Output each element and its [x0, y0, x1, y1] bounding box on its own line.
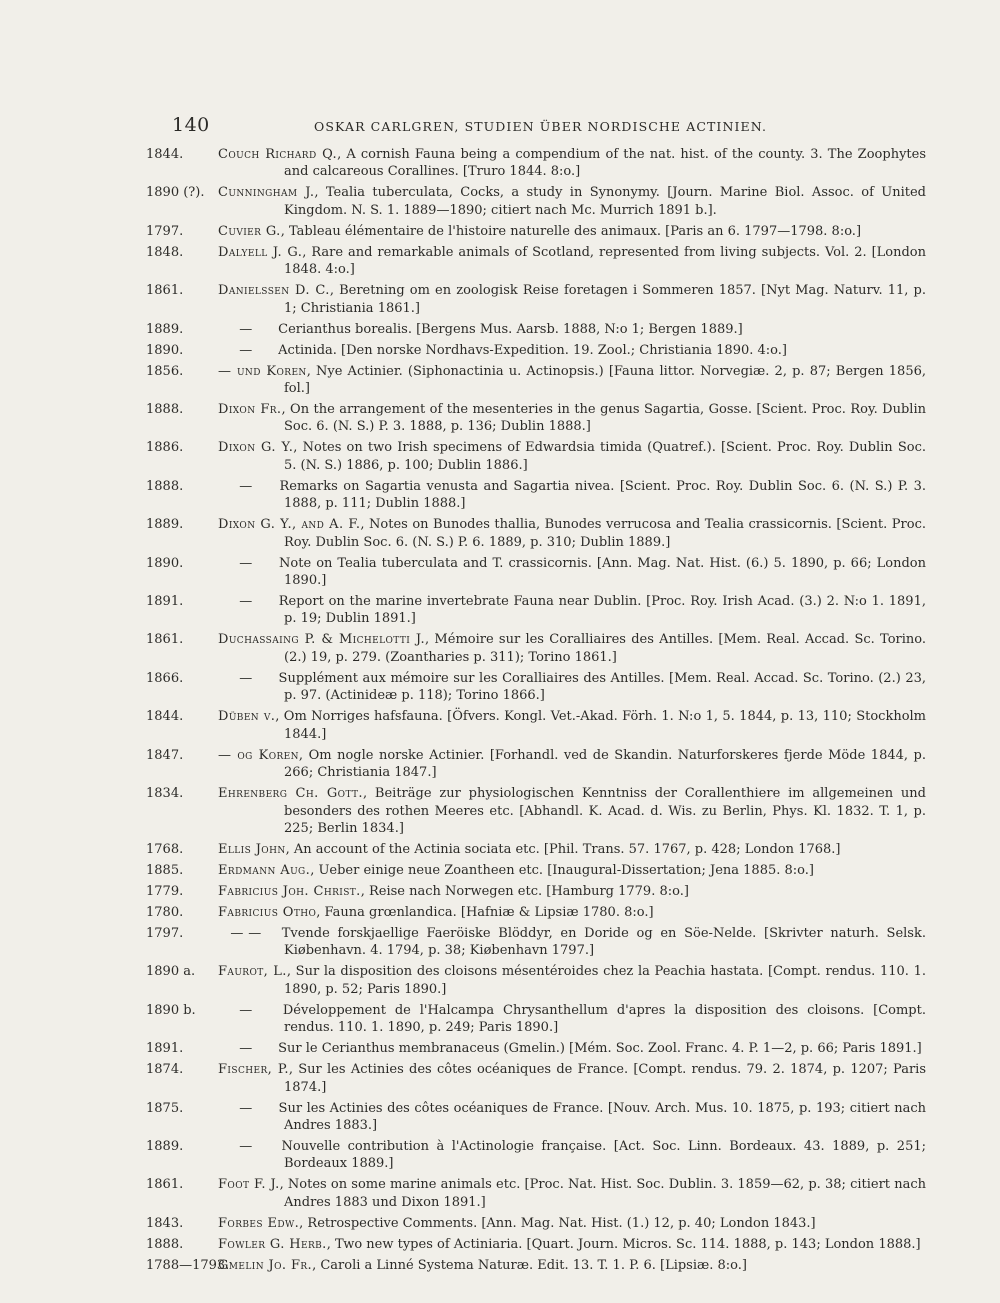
- entry-author: —: [239, 594, 253, 610]
- entry-author: Dalyell J. G.: [218, 244, 303, 260]
- entry-text: , Beretning om en zoologisk Reise foretagen i Sommeren 1857. [Nyt Mag. Naturv. 11, p. 1; Christiania 1861.]: [284, 283, 927, 316]
- entry-year: 1768.: [146, 841, 184, 857]
- bibliography-entry: [146, 1176, 926, 1211]
- entry-year: 1890 b.: [146, 1002, 196, 1018]
- entry-body: [218, 708, 926, 743]
- entry-text: , On the arrangement of the mesenteries in the genus Sagartia, Gosse. [Scient. Proc. Roy. Dublin Soc. 6. (N. S.) P. 3. 1888, p. 136; Dublin 1888.]: [281, 402, 926, 435]
- entry-year: 1874.: [146, 1062, 184, 1078]
- entry-author: Foot F. J.: [218, 1177, 280, 1193]
- entry-text: , Tableau élémentaire de l'histoire naturelle des animaux. [Paris an 6. 1797—1798. 8:o.]: [280, 223, 862, 239]
- entry-text: Remarks on Sagartia venusta and Sagartia nivea. [Scient. Proc. Roy. Dublin Soc. 6. (N. S.) P. 3. 1888, p. 111; Dublin 1888.]: [274, 478, 926, 512]
- bibliography-entry: [146, 282, 926, 317]
- entry-year: 1888.: [146, 402, 184, 418]
- entry-author: —: [239, 1138, 253, 1154]
- entry-author: — og Koren: [218, 747, 299, 763]
- page-number: 140: [172, 114, 210, 136]
- entry-year: 1861.: [146, 632, 184, 648]
- bibliography-entry: [146, 516, 926, 551]
- entry-body: [218, 883, 926, 900]
- entry-text: , A cornish Fauna being a compendium of the nat. hist. of the county. 3. The Zoophytes and calcareous Corallines. [Truro 1844. 8:o.]: [284, 147, 926, 180]
- entry-text: , Notes on two Irish specimens of Edwardsia timida (Quatref.). [Scient. Proc. Roy. Dublin Soc. 5. (N. S.) 1886, p. 100; Dublin 1886.]: [284, 440, 926, 473]
- entry-year: 1875.: [146, 1100, 184, 1116]
- entry-year: 1844.: [146, 709, 184, 725]
- entry-body: [218, 1236, 926, 1253]
- bibliography-entry: [146, 1040, 926, 1057]
- entry-author: Fabricius Joh. Christ.: [218, 883, 361, 899]
- bibliography-entry: [146, 785, 926, 837]
- entry-text: , Fauna grœnlandica. [Hafniæ & Lipsiæ 1780. 8:o.]: [316, 904, 654, 920]
- bibliography-entry: [146, 184, 926, 219]
- bibliography-entry: [146, 631, 926, 666]
- bibliography-entry: [146, 478, 926, 513]
- entry-body: [218, 963, 926, 998]
- entry-year: 1847.: [146, 747, 184, 763]
- entry-text: Report on the marine invertebrate Fauna near Dublin. [Proc. Roy. Irish Acad. (3.) 2. N:o 1. 1891, p. 19; Dublin 1891.]: [274, 594, 926, 627]
- bibliography-entry: [146, 439, 926, 474]
- entry-author: Couch Richard Q.: [218, 147, 338, 162]
- entry-author: — und Koren: [218, 363, 307, 379]
- entry-author: Düben v.: [218, 709, 276, 725]
- entry-text: Tvende forskjaellige Faeröiske Blöddyr, en Doride og en Söe-Nelde. [Skrivter naturh. Selsk. Kiøbenhavn. 4. 1794, p. 38; Kiøbenhavn 1797.]: [274, 925, 926, 959]
- entry-text: , Rare and remarkable animals of Scotland, represented from living subjects. Vol. 2. [London 1848. 4:o.]: [284, 244, 926, 278]
- bibliography-entry: [146, 1215, 926, 1232]
- entry-text: , Beiträge zur physiologischen Kenntniss der Corallenthiere im allgemeinen und besonders des rothen Meeres etc. [Abhandl. K. Acad. d. Wis. zu Berlin, Phys. Kl. 1832. T. 1, p. 225; Berlin 1834.]: [284, 786, 926, 836]
- entry-author: Faurot, L.: [218, 964, 287, 980]
- entry-author: —: [239, 1100, 253, 1116]
- entry-body: [218, 1215, 926, 1232]
- bibliography-entry: [146, 593, 926, 628]
- bibliography-entry: [146, 1002, 926, 1037]
- entry-year: 1843.: [146, 1215, 184, 1231]
- entry-year: 1780.: [146, 904, 184, 920]
- entry-text: Sur le Cerianthus membranaceus (Gmelin.) [Mém. Soc. Zool. Franc. 4. P. 1—2, p. 66; Paris 1891.]: [274, 1041, 922, 1057]
- entry-text: , Om nogle norske Actinier. [Forhandl. ved de Skandin. Naturforskeres fjerde Möde 1844, p. 266; Christiania 1847.]: [284, 747, 926, 781]
- entry-year: 1861.: [146, 283, 184, 299]
- entry-body: [218, 184, 926, 219]
- entry-author: Cuvier G.: [218, 223, 281, 239]
- entry-author: Fabricius Otho: [218, 904, 317, 920]
- entry-author: Danielssen D. C.: [218, 283, 330, 299]
- entry-author: Fischer, P.: [218, 1062, 289, 1078]
- entry-text: , Tealia tuberculata, Cocks, a study in Synonymy. [Journ. Marine Biol. Assoc. of United Kingdom. N. S. 1. 1889—1890; citiert nach Mc. Murrich 1891 b.].: [284, 185, 926, 218]
- entry-body: [218, 478, 926, 513]
- bibliography-entry: [146, 904, 926, 921]
- entry-text: , Notes on some marine animals etc. [Proc. Nat. Hist. Soc. Dublin. 3. 1859—62, p. 38; citiert nach Andres 1883 und Dixon 1891.]: [279, 1177, 926, 1210]
- bibliography-entry: [146, 146, 926, 181]
- entry-year: 1797.: [146, 223, 184, 239]
- entry-body: [218, 1061, 926, 1096]
- entry-year: 1848.: [146, 244, 184, 260]
- entry-author: Dixon Fr.: [218, 402, 282, 418]
- entry-text: Actinida. [Den norske Nordhavs-Expedition. 19. Zool.; Christiania 1890. 4:o.]: [274, 342, 787, 358]
- entry-text: , Nye Actinier. (Siphonactinia u. Actinopsis.) [Fauna littor. Norvegiæ. 2, p. 87; Bergen 1856, fol.]: [284, 363, 927, 397]
- entry-body: [218, 1257, 926, 1274]
- running-title: OSKAR CARLGREN, STUDIEN ÜBER NORDISCHE ACTINIEN.: [314, 119, 768, 134]
- entry-year: 1861.: [146, 1177, 184, 1193]
- entry-body: [218, 841, 926, 858]
- bibliography-entry: [146, 747, 926, 782]
- entry-text: , Ueber einige neue Zoantheen etc. [Inaugural-Dissertation; Jena 1885. 8:o.]: [310, 862, 814, 878]
- entry-body: [218, 146, 926, 181]
- entry-text: , Caroli a Linné Systema Naturæ. Edit. 13. T. 1. P. 6. [Lipsiæ. 8:o.]: [312, 1257, 747, 1273]
- bibliography-entry: [146, 925, 926, 960]
- entry-year: 1890.: [146, 342, 184, 358]
- entry-body: [218, 904, 926, 921]
- bibliography-entry: [146, 841, 926, 858]
- entry-year: 1891.: [146, 1041, 184, 1057]
- entry-author: —: [239, 670, 253, 686]
- entry-body: [218, 223, 926, 240]
- entry-text: , Sur les Actinies des côtes océaniques de France. [Compt. rendus. 79. 2. 1874, p. 1207; Paris 1874.]: [284, 1062, 927, 1095]
- entry-text: Sur les Actinies des côtes océaniques de France. [Nouv. Arch. Mus. 10. 1875, p. 193; citiert nach Andres 1883.]: [274, 1100, 926, 1133]
- bibliography-entry: [146, 555, 926, 590]
- entry-year: 1890.: [146, 555, 184, 571]
- entry-body: [218, 631, 926, 666]
- bibliography-entry: [146, 1257, 926, 1274]
- entry-body: [218, 747, 926, 782]
- bibliography-entry: [146, 342, 926, 359]
- entry-year: 1886.: [146, 440, 184, 456]
- entry-author: Erdmann Aug.: [218, 862, 311, 878]
- entry-year: 1788—1793.: [146, 1257, 230, 1273]
- entry-text: , Retrospective Comments. [Ann. Mag. Nat. Hist. (1.) 12, p. 40; London 1843.]: [299, 1215, 816, 1231]
- bibliography-entry: [146, 670, 926, 705]
- entry-body: [218, 282, 926, 317]
- bibliography-entry: [146, 1061, 926, 1096]
- entry-body: [218, 670, 926, 705]
- entry-year: 1890 a.: [146, 964, 196, 980]
- entry-year: 1779.: [146, 883, 184, 899]
- entry-body: [218, 925, 926, 960]
- bibliography-entry: [146, 401, 926, 436]
- entry-body: [218, 363, 926, 398]
- entry-year: 1885.: [146, 862, 184, 878]
- entry-text: , Notes on Bunodes thallia, Bunodes verrucosa and Tealia crassicornis. [Scient. Proc. Roy. Dublin Soc. 6. (N. S.) P. 6. 1889, p. 310; Dublin 1889.]: [284, 517, 926, 550]
- entry-author: —: [239, 1002, 253, 1018]
- entry-year: 1797.: [146, 925, 184, 941]
- entry-year: 1891.: [146, 594, 184, 610]
- entry-year: 1834.: [146, 786, 184, 802]
- bibliography-entry: [146, 963, 926, 998]
- bibliography-entry: [146, 363, 926, 398]
- entry-text: , Reise nach Norwegen etc. [Hamburg 1779. 8:o.]: [360, 883, 689, 899]
- entry-body: [218, 401, 926, 436]
- entry-text: , Sur la disposition des cloisons mésentéroides chez la Peachia hastata. [Compt. rendus. 110. 1. 1890, p. 52; Paris 1890.]: [284, 964, 926, 997]
- entry-body: [218, 516, 926, 551]
- entry-text: , An account of the Actinia sociata etc. [Phil. Trans. 57. 1767, p. 428; London 1768.]: [285, 841, 841, 857]
- entry-author: Gmelin Jo. Fr.: [218, 1257, 313, 1273]
- entry-body: [218, 244, 926, 279]
- bibliography-list: [146, 146, 926, 1278]
- entry-body: [218, 439, 926, 474]
- entry-year: 1889.: [146, 517, 184, 533]
- entry-year: 1889.: [146, 1138, 184, 1154]
- entry-body: [218, 1176, 926, 1211]
- entry-text: , Two new types of Actiniaria. [Quart. Journ. Micros. Sc. 114. 1888, p. 143; London 1888.]: [326, 1236, 921, 1252]
- page-header: [172, 114, 812, 138]
- bibliography-entry: [146, 862, 926, 879]
- entry-author: Ellis John: [218, 841, 286, 857]
- entry-author: — —: [230, 925, 262, 941]
- entry-author: Cunningham J.: [218, 185, 315, 201]
- bibliography-entry: [146, 244, 926, 279]
- entry-text: Supplément aux mémoire sur les Coralliaires des Antilles. [Mem. Real. Accad. Sc. Torino. (2.) 23, p. 97. (Actinideæ p. 118); Torino 1866.]: [274, 670, 926, 704]
- entry-body: [218, 342, 926, 359]
- entry-author: —: [239, 342, 253, 358]
- entry-year: 1890 (?).: [146, 185, 205, 201]
- bibliography-entry: [146, 1236, 926, 1253]
- entry-author: —: [239, 321, 253, 337]
- entry-body: [218, 593, 926, 628]
- entry-body: [218, 1138, 926, 1173]
- entry-text: Note on Tealia tuberculata and T. crassicornis. [Ann. Mag. Nat. Hist. (6.) 5. 1890, p. 66; London 1890.]: [274, 555, 926, 589]
- entry-body: [218, 1040, 926, 1057]
- entry-author: —: [239, 478, 253, 494]
- entry-year: 1888.: [146, 478, 184, 494]
- entry-year: 1888.: [146, 1236, 184, 1252]
- entry-text: Cerianthus borealis. [Bergens Mus. Aarsb. 1888, N:o 1; Bergen 1889.]: [274, 321, 743, 337]
- entry-body: [218, 1002, 926, 1037]
- bibliography-entry: [146, 1100, 926, 1135]
- bibliography-entry: [146, 321, 926, 338]
- bibliography-entry: [146, 1138, 926, 1173]
- entry-author: Forbes Edw.: [218, 1215, 300, 1231]
- entry-author: —: [239, 555, 253, 571]
- entry-author: Duchassaing P. & Michelotti J.: [218, 632, 426, 648]
- entry-author: Dixon G. Y., and A. F.: [218, 517, 361, 533]
- entry-year: 1866.: [146, 670, 184, 686]
- entry-author: Ehrenberg Ch. Gott.: [218, 786, 363, 802]
- entry-text: , Mémoire sur les Coralliaires des Antilles. [Mem. Real. Accad. Sc. Torino. (2.) 19, p. 279. (Zoantharies p. 311); Torino 1861.]: [284, 632, 926, 665]
- entry-body: [218, 1100, 926, 1135]
- bibliography-entry: [146, 223, 926, 240]
- entry-text: Développement de l'Halcampa Chrysanthellum d'apres la disposition des cloisons. [Compt. rendus. 110. 1. 1890, p. 249; Paris 1890.]: [274, 1002, 926, 1036]
- entry-year: 1889.: [146, 321, 184, 337]
- entry-text: Nouvelle contribution à l'Actinologie française. [Act. Soc. Linn. Bordeaux. 43. 1889, p. 251; Bordeaux 1889.]: [274, 1138, 926, 1172]
- entry-author: —: [239, 1041, 253, 1057]
- entry-text: , Om Norriges hafsfauna. [Öfvers. Kongl. Vet.-Akad. Förh. 1. N:o 1, 5. 1844, p. 13, 110; Stockholm 1844.]: [275, 709, 927, 742]
- entry-year: 1856.: [146, 363, 184, 379]
- entry-year: 1844.: [146, 147, 184, 162]
- bibliography-entry: [146, 883, 926, 900]
- entry-body: [218, 862, 926, 879]
- entry-author: Dixon G. Y.: [218, 440, 294, 456]
- bibliography-entry: [146, 708, 926, 743]
- entry-body: [218, 785, 926, 837]
- entry-body: [218, 555, 926, 590]
- entry-body: [218, 321, 926, 338]
- entry-author: Fowler G. Herb.: [218, 1236, 327, 1252]
